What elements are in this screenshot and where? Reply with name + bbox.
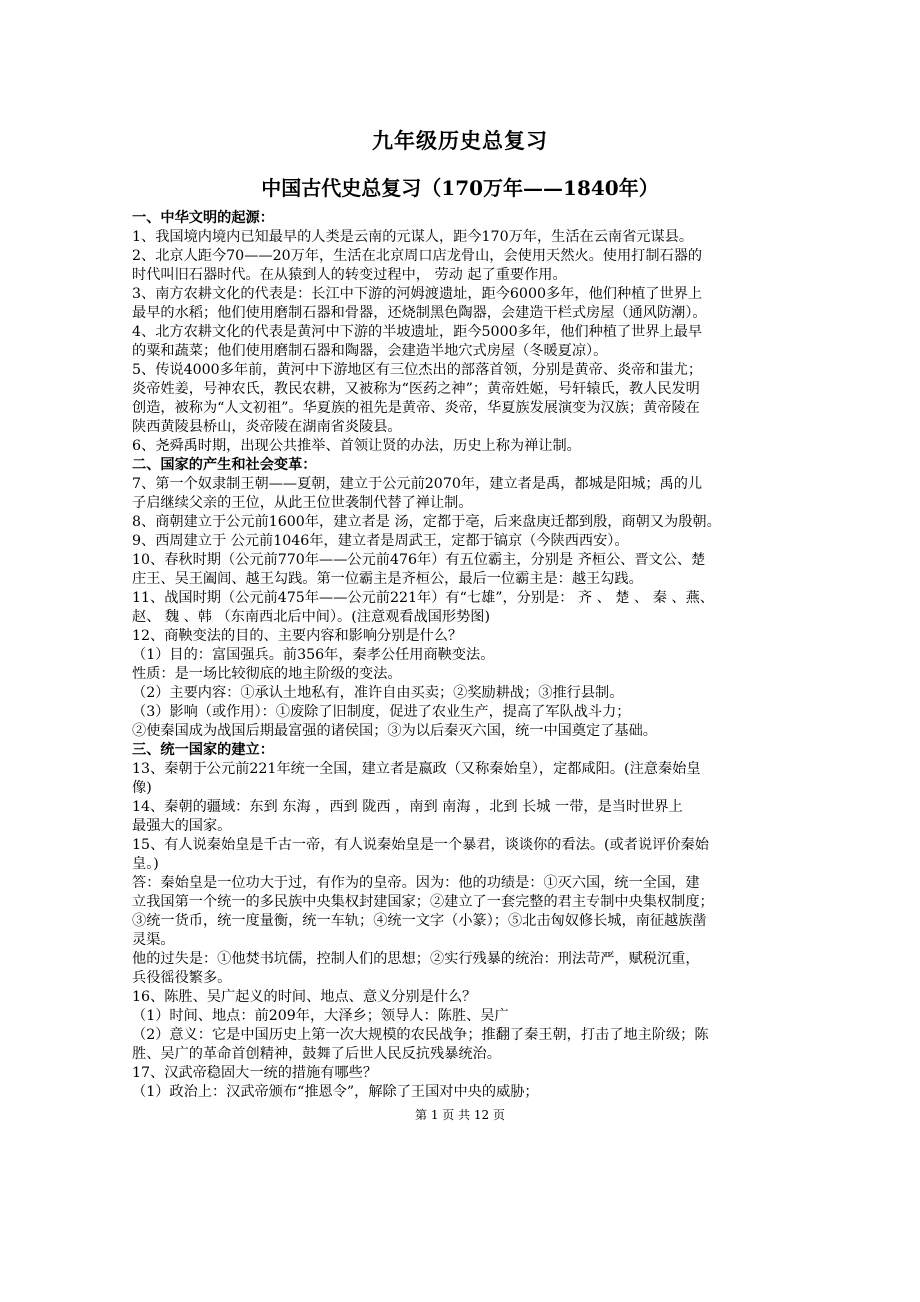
text-line: （1）政治上：汉武帝颁布“推恩令”，解除了王国对中央的威胁； [132,1084,539,1100]
text-line: 灵渠。 [132,932,175,948]
text-line: 2、北京人距今70——20万年，生活在北京周口店龙骨山，会使用天然火。使用打制石器的 [132,248,703,264]
text-line: 立我国第一个统一的多民族中央集权封建国家；②建立了一套完整的君主专制中央集权制度； [132,894,714,910]
text-line: （3）影响（或作用）：①废除了旧制度，促进了农业生产，提高了军队战斗力； [132,704,631,720]
text-line: 性质：是一场比较彻底的地主阶级的变法。 [132,666,402,682]
text-line: （2）主要内容：①承认土地私有，准许自由买卖；②奖励耕战；③推行县制。 [132,685,624,701]
text-line: 12、商鞅变法的目的、主要内容和影响分别是什么？ [132,628,463,644]
text-line: ②使秦国成为战国后期最富强的诸侯国；③为以后秦灭六国，统一中国奠定了基础。 [132,723,657,739]
text-line: 8、商朝建立于公元前1600年，建立者是 汤，定都于亳，后来盘庚迁都到殷，商朝又为殷朝。 [132,514,721,530]
text-line: 14、秦朝的疆域：东到 东海 ，西到 陇西 ，南到 南海 ，北到 长城 一带，是当时世界上 [132,799,683,815]
text-line: 兵役徭役繁多。 [132,970,232,986]
text-line: 最早的水稻；他们使用磨制石器和骨器，还烧制黑色陶器，会建造干栏式房屋（通风防潮）。 [132,305,707,321]
text-line: 的粟和蔬菜；他们使用磨制石器和陶器，会建造半地穴式房屋（冬暖夏凉）。 [132,343,608,359]
text-line: （1）目的：富国强兵。前356年，秦孝公任用商鞅变法。 [132,647,495,663]
text-line: 最强大的国家。 [132,818,232,834]
text-line: 陕西黄陵县桥山，炎帝陵在湖南省炎陵县。 [132,419,402,435]
document-title: 九年级历史总复习 [372,128,548,153]
text-line: 炎帝姓姜，号神农氏，教民农耕，又被称为“医药之神”；黄帝姓姬，号轩辕氏，教人民发明 [132,381,700,397]
text-line: 15、有人说秦始皇是千古一帝，有人说秦始皇是一个暴君，谈谈你的看法。(或者说评价秦始 [132,837,709,853]
text-line: ③统一货币，统一度量衡，统一车轨；④统一文字（小篆）；⑤北击匈奴修长城，南征越族凿 [132,913,707,929]
text-line: 17、汉武帝稳固大一统的措施有哪些？ [132,1065,378,1081]
text-line: 赵、 魏 、韩 （东南西北后中间）。(注意观看战国形势图) [132,609,491,625]
document-body [132,209,792,1102]
text-line: （1）时间、地点：前209年，大泽乡；领导人：陈胜、吴广 [132,1008,509,1024]
text-line: 1、我国境内境内已知最早的人类是云南的元谋人，距今170万年，生活在云南省元谋县。 [132,229,694,245]
section-heading: 一、中华文明的起源： [132,210,274,226]
text-line: 16、陈胜、吴广起义的时间、地点、意义分别是什么？ [132,989,477,1005]
text-line: 5、传说4000多年前，黄河中下游地区有三位杰出的部落首领，分别是黄帝、炎帝和蚩尤； [132,362,703,378]
document-subtitle: 中国古代史总复习（170万年——1840年） [261,176,659,200]
text-line: 9、西周建立于 公元前1046年，建立者是周武王，定都于镐京（今陕西西安）。 [132,533,629,549]
text-line: 像) [132,780,152,796]
text-line: 庄王、吴王阖闾、越王勾践。第一位霸主是齐桓公，最后一位霸主是：越王勾践。 [132,571,643,587]
text-line: 7、第一个奴隶制王朝——夏朝，建立于公元前2070年，建立者是禹，都城是阳城；禹的儿 [132,476,703,492]
text-line: 10、春秋时期（公元前770年——公元前476年）有五位霸主，分别是 齐桓公、晋文公、楚 [132,552,706,568]
section-heading: 二、国家的产生和社会变革： [132,457,317,473]
text-line: 创造，被称为“人文初祖”。华夏族的祖先是黄帝、炎帝，华夏族发展演变为汉族；黄帝陵在 [132,400,700,416]
text-line: 皇。) [132,856,159,872]
text-line: 答：秦始皇是一位功大于过，有作为的皇帝。因为：他的功绩是：①灭六国，统一全国，建 [132,875,700,891]
text-line: 4、北方农耕文化的代表是黄河中下游的半坡遗址，距今5000多年，他们种植了世界上最早 [132,324,703,340]
text-line: 6、尧舜禹时期，出现公共推举、首领让贤的办法，历史上称为禅让制。 [132,438,581,454]
text-line: 胜、吴广的革命首创精神，鼓舞了后世人民反抗残暴统治。 [132,1046,501,1062]
text-line: 时代叫旧石器时代。在从猿到人的转变过程中， 劳动 起了重要作用。 [132,267,567,283]
text-line: 子启继续父亲的王位，从此王位世袭制代替了禅让制。 [132,495,473,511]
text-line: 他的过失是：①他焚书坑儒，控制人们的思想；②实行残暴的统治：刑法苛严，赋税沉重， [132,951,700,967]
text-line: （2）意义：它是中国历史上第一次大规模的农民战争；推翻了秦王朝，打击了地主阶级；陈 [132,1027,709,1043]
page-footer: 第 1 页 共 12 页 [415,1108,505,1122]
section-heading: 三、统一国家的建立： [132,742,274,758]
text-line: 11、战国时期（公元前475年——公元前221年）有“七雄”，分别是： 齐 、 楚 、 秦 、燕、 [132,590,714,606]
text-line: 13、秦朝于公元前221年统一全国，建立者是嬴政（又称秦始皇），定都咸阳。(注意秦始皇 [132,761,701,777]
text-line: 3、南方农耕文化的代表是：长江中下游的河姆渡遗址，距今6000多年，他们种植了世界上 [132,286,703,302]
